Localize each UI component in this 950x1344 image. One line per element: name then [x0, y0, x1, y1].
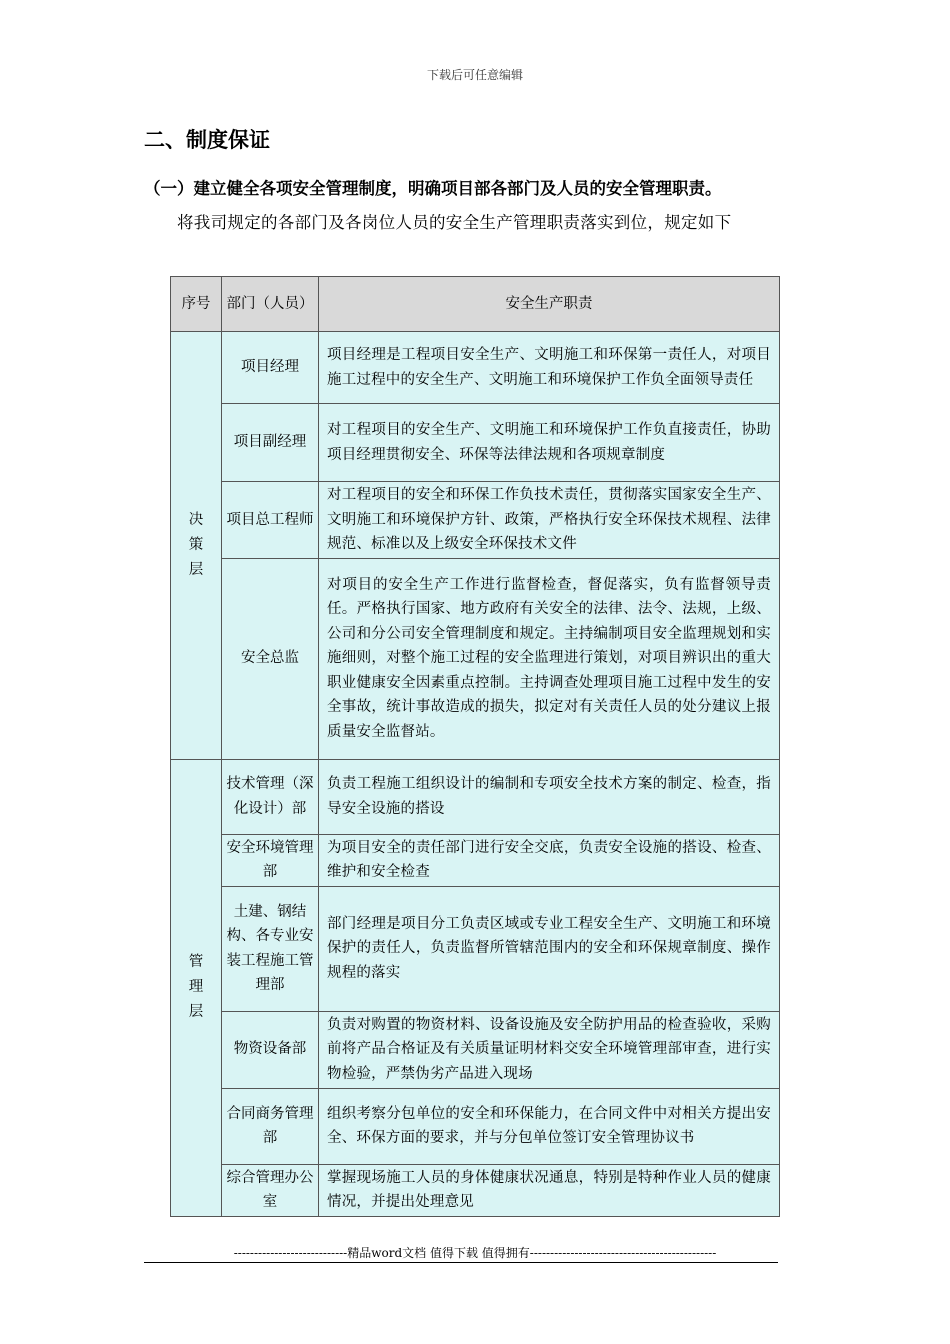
duty-cell: 为项目安全的责任部门进行安全交底，负责安全设施的搭设、检查、维护和安全检查 — [319, 834, 780, 886]
table-row — [171, 834, 780, 886]
duty-cell: 对工程项目的安全生产、文明施工和环境保护工作负直接责任，协助项目经理贯彻安全、环保等法律法规和各项规章制度 — [319, 404, 780, 482]
table-row — [171, 1164, 780, 1216]
duty-cell: 项目经理是工程项目安全生产、文明施工和环保第一责任人，对项目施工过程中的安全生产、文明施工和环境保护工作负全面领导责任 — [319, 332, 780, 404]
duty-cell: 掌握现场施工人员的身体健康状况通息，特别是特种作业人员的健康情况，并提出处理意见 — [319, 1164, 780, 1216]
responsibility-table — [170, 276, 780, 1217]
dept-cell: 项目副经理 — [222, 404, 319, 482]
table-row — [171, 482, 780, 559]
header-cell-duty: 安全生产职责 — [319, 277, 780, 332]
duty-cell: 负责对购置的物资材料、设备设施及安全防护用品的检查验收，采购前将产品合格证及有关质量证明材料交安全环境管理部审查，进行实物检验，严禁伪劣产品进入现场 — [319, 1011, 780, 1088]
table-row — [171, 332, 780, 404]
header-cell-dept: 部门（人员） — [222, 277, 319, 332]
layer-label: 决策层 — [188, 511, 204, 578]
duty-cell: 部门经理是项目分工负责区域或专业工程安全生产、文明施工和环境保护的责任人，负责监督所管辖范围内的安全和环保规章制度、操作规程的落实 — [319, 886, 780, 1011]
layer-cell-management — [171, 759, 222, 1216]
dept-cell: 综合管理办公室 — [222, 1164, 319, 1216]
table-row — [171, 759, 780, 834]
dept-cell: 安全环境管理部 — [222, 834, 319, 886]
table-row — [171, 1088, 780, 1164]
duty-cell: 负责工程施工组织设计的编制和专项安全技术方案的制定、检查，指导安全设施的搭设 — [319, 759, 780, 834]
dept-cell: 技术管理（深化设计）部 — [222, 759, 319, 834]
intro-paragraph: 将我司规定的各部门及各岗位人员的安全生产管理职责落实到位，规定如下 — [177, 213, 732, 232]
dept-cell: 物资设备部 — [222, 1011, 319, 1088]
duty-cell: 对项目的安全生产工作进行监督检查，督促落实，负有监督领导责任。严格执行国家、地方政府有关安全的法律、法令、法规，上级、公司和分公司安全管理制度和规定。主持编制项目安全监理规划和实施细则，对整个施工过程的安全监理进行策划，对项目辨识出的重大职业健康安全因素重点控制。主持调查处理项目施工过程中发生的安全事故，统计事故造成的损失，拟定对有关责任人员的处分建议上报质量安全监督站。 — [319, 558, 780, 759]
table-header-row — [171, 277, 780, 332]
subsection-title: （一）建立健全各项安全管理制度，明确项目部各部门及人员的安全管理职责。 — [144, 179, 722, 198]
page-header: 下载后可任意编辑 — [426, 68, 523, 82]
table-row — [171, 886, 780, 1011]
header-cell-seq: 序号 — [171, 277, 222, 332]
duty-cell: 对工程项目的安全和环保工作负技术责任，贯彻落实国家安全生产、文明施工和环境保护方针、政策，严格执行安全环保技术规程、法律规范、标准以及上级安全环保技术文件 — [319, 482, 780, 559]
table-row — [171, 1011, 780, 1088]
footer-text: ----------------------------精品word文档 值得下载 值得拥有---------------------------------------------- — [233, 1246, 717, 1260]
dept-cell: 安全总监 — [222, 558, 319, 759]
dept-cell: 项目总工程师 — [222, 482, 319, 559]
duty-cell: 组织考察分包单位的安全和环保能力，在合同文件中对相关方提出安全、环保方面的要求，并与分包单位签订安全管理协议书 — [319, 1088, 780, 1164]
dept-cell: 项目经理 — [222, 332, 319, 404]
dept-cell: 合同商务管理部 — [222, 1088, 319, 1164]
dept-cell: 土建、钢结构、各专业安装工程施工管理部 — [222, 886, 319, 1011]
layer-label: 管理层 — [188, 954, 204, 1020]
table-row — [171, 404, 780, 482]
footer-divider — [144, 1262, 778, 1263]
section-title: 二、制度保证 — [144, 128, 270, 152]
layer-cell-decision — [171, 332, 222, 760]
table-row — [171, 558, 780, 759]
